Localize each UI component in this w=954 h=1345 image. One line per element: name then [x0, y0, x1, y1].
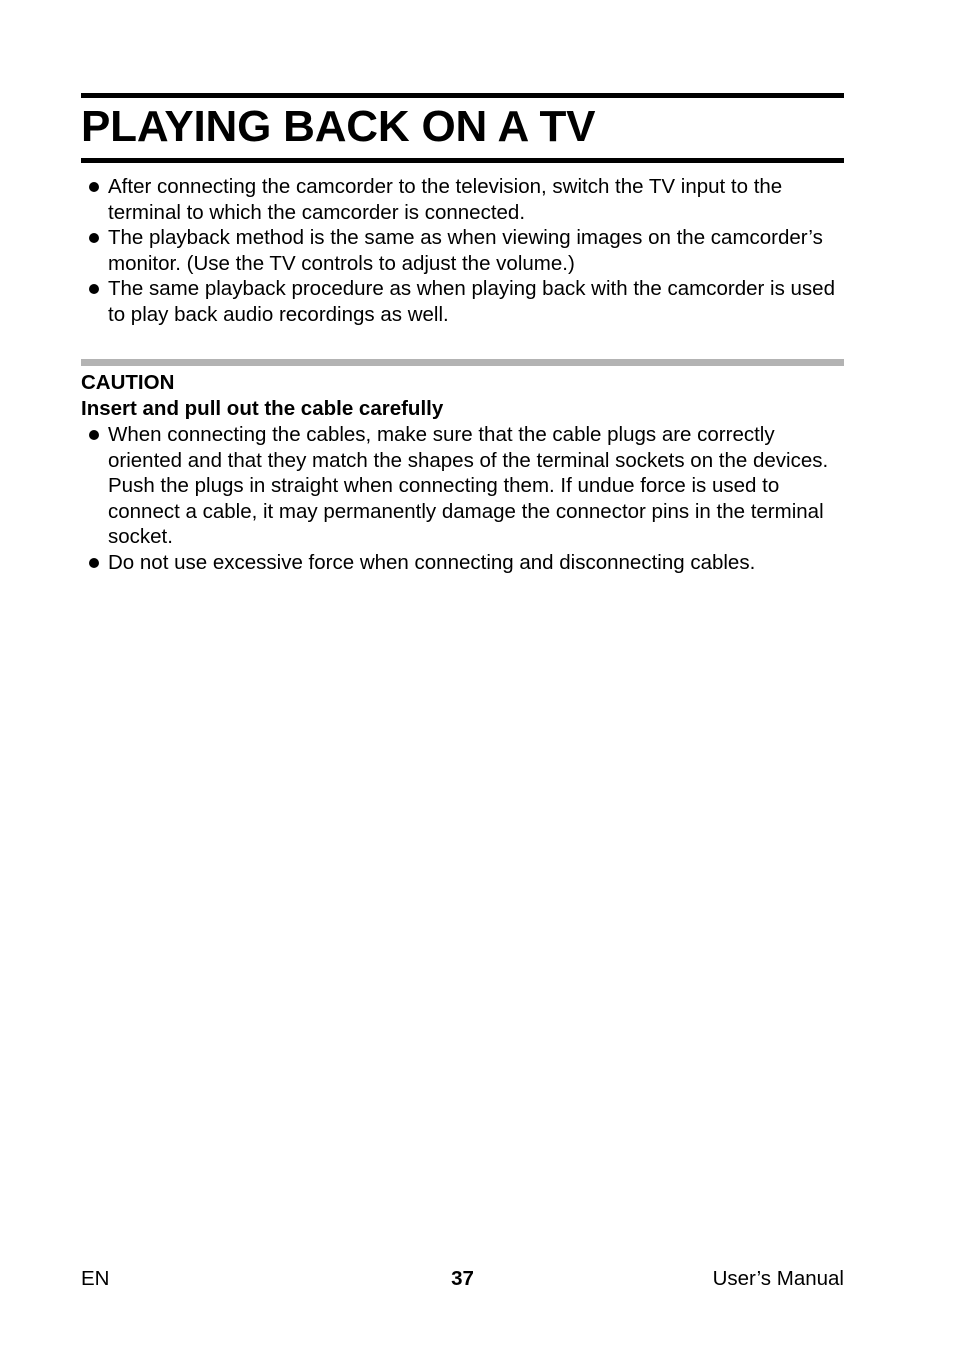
list-item-text: After connecting the camcorder to the television, switch the TV input to the terminal to which the camcorder is connected. [108, 175, 783, 224]
list-item [81, 422, 844, 550]
bullet-icon [89, 558, 99, 568]
list-item [81, 174, 844, 225]
list-item [81, 276, 844, 327]
footer-document-title: User’s Manual [712, 1267, 844, 1290]
caution-subheading: Insert and pull out the cable carefully [81, 397, 444, 420]
footer-language: EN [81, 1267, 110, 1290]
caution-heading: CAUTION [81, 371, 175, 394]
list-item-text: When connecting the cables, make sure that the cable plugs are correctly oriented and that they match the shapes of the terminal sockets on the devices. Push the plugs in straight when connecting them. If undue force is used to connect a cable, it may permanently damage the connector pins in the terminal socket. [108, 423, 829, 549]
list-item [81, 225, 844, 276]
list-item-text: The playback method is the same as when viewing images on the camcorder’s monitor. (Use the TV controls to adjust the volume.) [108, 226, 823, 275]
list-item [81, 550, 844, 576]
list-item-text: Do not use excessive force when connecting and disconnecting cables. [108, 550, 756, 574]
list-item-text: The same playback procedure as when playing back with the camcorder is used to play back audio recordings as well. [108, 277, 835, 326]
footer-page-number: 37 [451, 1267, 474, 1290]
bullet-icon [89, 430, 99, 440]
caution-bullet-list [81, 422, 844, 576]
title-rule-bottom [81, 158, 844, 163]
title-rule-top [81, 93, 844, 98]
intro-bullet-list [81, 174, 844, 328]
bullet-icon [89, 233, 99, 243]
caution-divider [81, 359, 844, 366]
bullet-icon [89, 182, 99, 192]
bullet-icon [89, 284, 99, 294]
page-footer [81, 1265, 844, 1293]
page-title: PLAYING BACK ON A TV [81, 102, 596, 151]
